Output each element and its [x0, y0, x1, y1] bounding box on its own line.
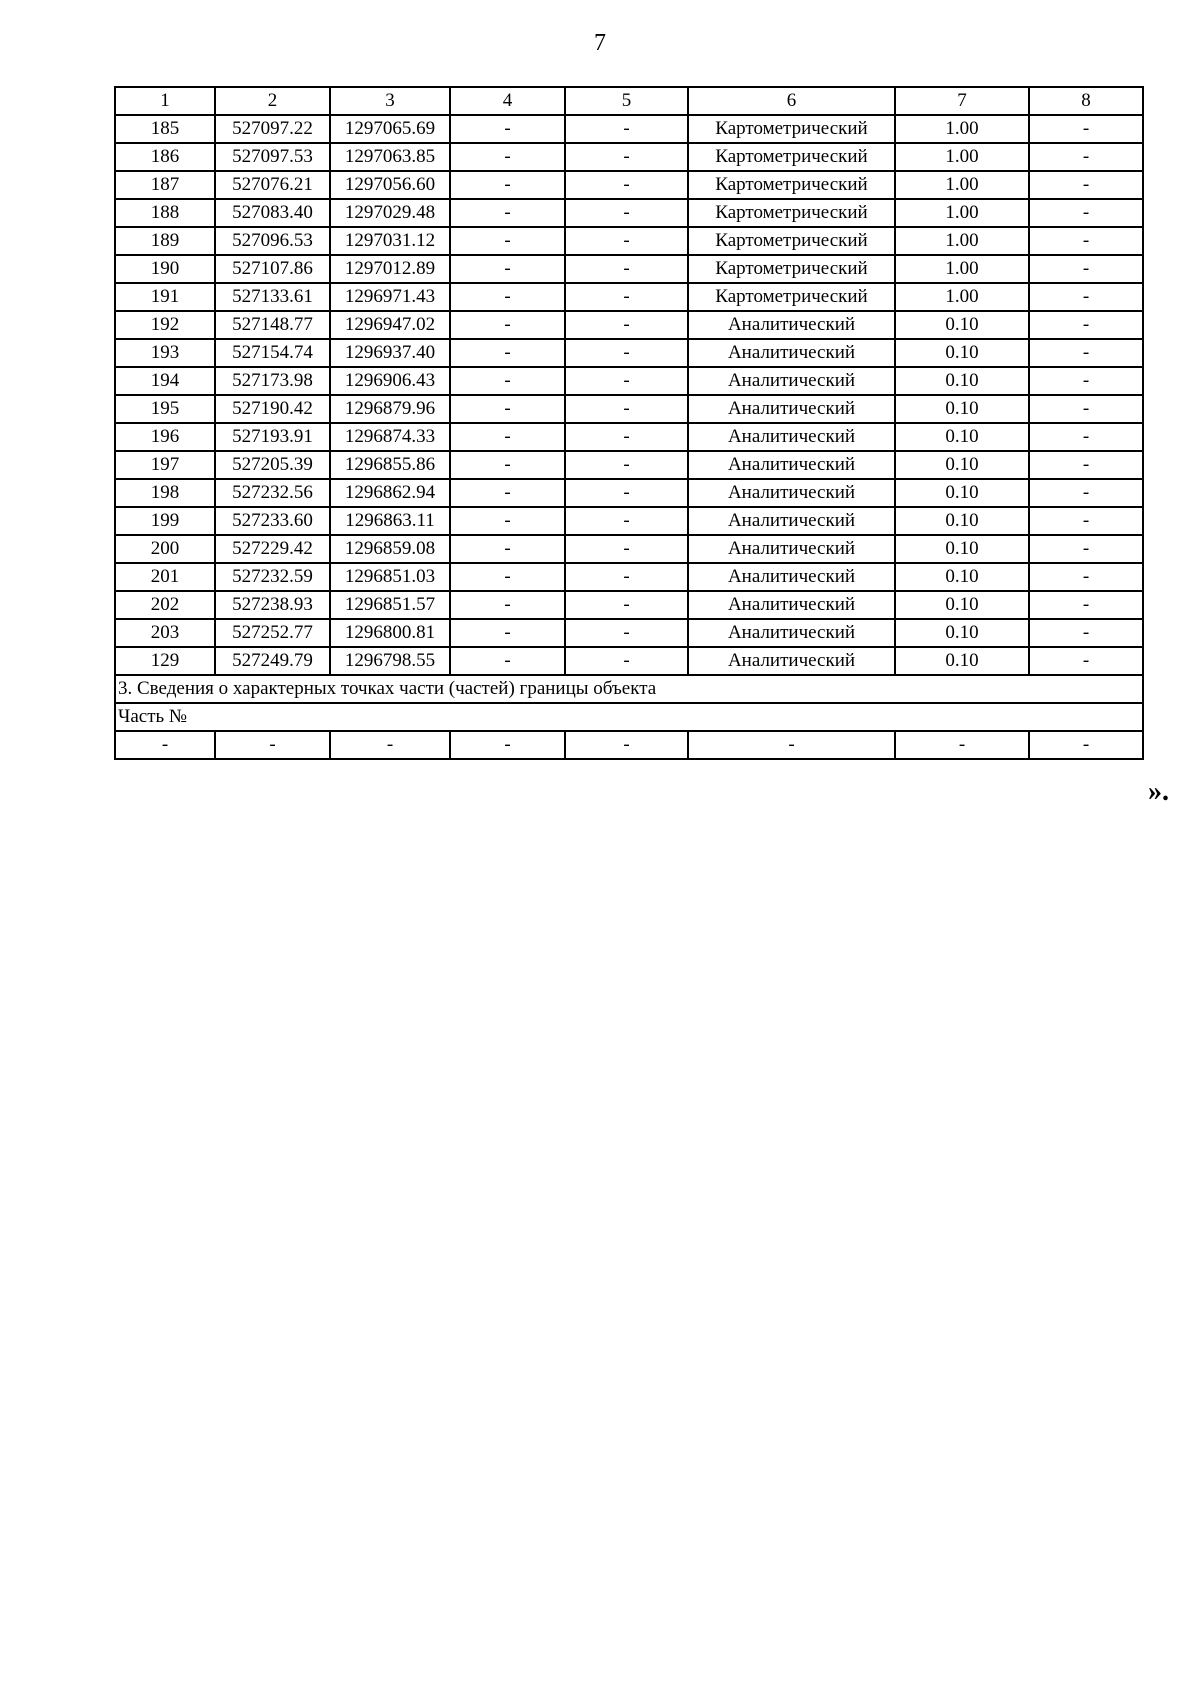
table-cell-col-6: Картометрический: [688, 283, 895, 311]
section3-title: 3. Сведения о характерных точках части (частей) границы объекта: [115, 675, 1143, 703]
table-cell-col-2: 527154.74: [215, 339, 330, 367]
table-cell-col-3: 1296851.57: [330, 591, 450, 619]
table-cell-col-8: -: [1029, 311, 1143, 339]
table-cell-col-5: -: [565, 339, 688, 367]
table-cell-col-7: 1.00: [895, 171, 1029, 199]
header-cell-5: 5: [565, 87, 688, 115]
header-cell-4: 4: [450, 87, 565, 115]
header-cell-6: 6: [688, 87, 895, 115]
table-cell-col-6: Аналитический: [688, 535, 895, 563]
table-cell-col-4: -: [450, 255, 565, 283]
table-row: [115, 563, 1143, 591]
table-cell-col-3: 1296862.94: [330, 479, 450, 507]
table-cell-col-7: 0.10: [895, 451, 1029, 479]
table-cell-col-4: -: [450, 339, 565, 367]
page-number: 7: [594, 30, 606, 56]
table-cell-col-3: 1296906.43: [330, 367, 450, 395]
table-cell-col-1: 199: [115, 507, 215, 535]
table-row: [115, 255, 1143, 283]
table-cell-col-3: 1296798.55: [330, 647, 450, 675]
part-cell-2: -: [215, 731, 330, 759]
table-cell-col-8: -: [1029, 367, 1143, 395]
table-cell-col-5: -: [565, 563, 688, 591]
table-cell-col-8: -: [1029, 171, 1143, 199]
table-cell-col-7: 0.10: [895, 367, 1029, 395]
table-cell-col-8: -: [1029, 591, 1143, 619]
header-cell-7: 7: [895, 87, 1029, 115]
table-cell-col-2: 527133.61: [215, 283, 330, 311]
part-label: Часть №: [115, 703, 1143, 731]
table-cell-col-6: Аналитический: [688, 479, 895, 507]
table-cell-col-3: 1296855.86: [330, 451, 450, 479]
table-cell-col-8: -: [1029, 255, 1143, 283]
table-cell-col-2: 527097.22: [215, 115, 330, 143]
table-row: [115, 507, 1143, 535]
table-cell-col-8: -: [1029, 563, 1143, 591]
table-cell-col-3: 1297031.12: [330, 227, 450, 255]
table-cell-col-8: -: [1029, 339, 1143, 367]
table-cell-col-6: Картометрический: [688, 115, 895, 143]
table-cell-col-6: Картометрический: [688, 255, 895, 283]
table-cell-col-4: -: [450, 535, 565, 563]
table-cell-col-1: 198: [115, 479, 215, 507]
table-cell-col-6: Картометрический: [688, 199, 895, 227]
table-row: [115, 647, 1143, 675]
table-cell-col-6: Аналитический: [688, 311, 895, 339]
table-cell-col-6: Картометрический: [688, 143, 895, 171]
table-cell-col-5: -: [565, 255, 688, 283]
table-cell-col-1: 191: [115, 283, 215, 311]
coordinates-table-container: [114, 86, 1142, 760]
table-cell-col-2: 527193.91: [215, 423, 330, 451]
table-cell-col-5: -: [565, 423, 688, 451]
table-cell-col-2: 527232.56: [215, 479, 330, 507]
table-row: [115, 311, 1143, 339]
table-cell-col-7: 0.10: [895, 647, 1029, 675]
table-row: [115, 115, 1143, 143]
table-cell-col-5: -: [565, 647, 688, 675]
table-cell-col-7: 0.10: [895, 535, 1029, 563]
table-cell-col-7: 0.10: [895, 395, 1029, 423]
table-cell-col-6: Аналитический: [688, 423, 895, 451]
table-cell-col-5: -: [565, 227, 688, 255]
table-row: [115, 535, 1143, 563]
table-cell-col-4: -: [450, 619, 565, 647]
table-cell-col-4: -: [450, 647, 565, 675]
table-cell-col-4: -: [450, 171, 565, 199]
table-cell-col-1: 194: [115, 367, 215, 395]
header-cell-8: 8: [1029, 87, 1143, 115]
table-cell-col-2: 527229.42: [215, 535, 330, 563]
table-cell-col-5: -: [565, 507, 688, 535]
table-cell-col-5: -: [565, 451, 688, 479]
table-row: [115, 199, 1143, 227]
table-cell-col-3: 1297065.69: [330, 115, 450, 143]
table-cell-col-8: -: [1029, 647, 1143, 675]
table-cell-col-4: -: [450, 283, 565, 311]
table-cell-col-6: Аналитический: [688, 563, 895, 591]
table-cell-col-8: -: [1029, 283, 1143, 311]
table-row: [115, 367, 1143, 395]
table-cell-col-1: 200: [115, 535, 215, 563]
table-cell-col-4: -: [450, 227, 565, 255]
table-cell-col-4: -: [450, 451, 565, 479]
table-cell-col-2: 527096.53: [215, 227, 330, 255]
table-cell-col-1: 197: [115, 451, 215, 479]
table-cell-col-4: -: [450, 199, 565, 227]
table-cell-col-2: 527238.93: [215, 591, 330, 619]
table-cell-col-8: -: [1029, 479, 1143, 507]
table-cell-col-4: -: [450, 563, 565, 591]
table-cell-col-3: 1296874.33: [330, 423, 450, 451]
table-cell-col-3: 1297056.60: [330, 171, 450, 199]
part-cell-4: -: [450, 731, 565, 759]
table-row: [115, 619, 1143, 647]
part-label-row: [115, 703, 1143, 731]
table-cell-col-8: -: [1029, 619, 1143, 647]
table-cell-col-7: 0.10: [895, 563, 1029, 591]
table-cell-col-1: 201: [115, 563, 215, 591]
table-row: [115, 591, 1143, 619]
table-cell-col-2: 527190.42: [215, 395, 330, 423]
table-cell-col-5: -: [565, 591, 688, 619]
part-cell-7: -: [895, 731, 1029, 759]
table-cell-col-7: 1.00: [895, 255, 1029, 283]
part-cell-3: -: [330, 731, 450, 759]
table-cell-col-8: -: [1029, 143, 1143, 171]
table-row: [115, 479, 1143, 507]
table-cell-col-6: Аналитический: [688, 339, 895, 367]
table-cell-col-5: -: [565, 619, 688, 647]
table-cell-col-1: 129: [115, 647, 215, 675]
table-cell-col-1: 185: [115, 115, 215, 143]
table-cell-col-6: Аналитический: [688, 451, 895, 479]
table-cell-col-7: 1.00: [895, 283, 1029, 311]
table-cell-col-5: -: [565, 479, 688, 507]
table-cell-col-3: 1296947.02: [330, 311, 450, 339]
table-cell-col-6: Аналитический: [688, 395, 895, 423]
table-cell-col-4: -: [450, 591, 565, 619]
table-cell-col-5: -: [565, 535, 688, 563]
part-data-row: [115, 731, 1143, 759]
table-cell-col-7: 1.00: [895, 115, 1029, 143]
table-row: [115, 451, 1143, 479]
table-cell-col-3: 1296937.40: [330, 339, 450, 367]
table-cell-col-8: -: [1029, 535, 1143, 563]
table-row: [115, 395, 1143, 423]
section3-title-row: [115, 675, 1143, 703]
table-cell-col-3: 1296800.81: [330, 619, 450, 647]
table-cell-col-8: -: [1029, 115, 1143, 143]
table-cell-col-5: -: [565, 115, 688, 143]
table-cell-col-1: 192: [115, 311, 215, 339]
table-cell-col-7: 1.00: [895, 227, 1029, 255]
table-cell-col-1: 188: [115, 199, 215, 227]
table-cell-col-7: 0.10: [895, 311, 1029, 339]
table-cell-col-3: 1296879.96: [330, 395, 450, 423]
table-cell-col-7: 0.10: [895, 339, 1029, 367]
table-cell-col-1: 189: [115, 227, 215, 255]
table-cell-col-6: Картометрический: [688, 171, 895, 199]
table-cell-col-3: 1297012.89: [330, 255, 450, 283]
table-row: [115, 227, 1143, 255]
section3-body: [115, 675, 1143, 759]
part-cell-6: -: [688, 731, 895, 759]
part-cell-1: -: [115, 731, 215, 759]
table-cell-col-2: 527205.39: [215, 451, 330, 479]
table-cell-col-7: 0.10: [895, 507, 1029, 535]
table-cell-col-5: -: [565, 367, 688, 395]
table-row: [115, 283, 1143, 311]
table-cell-col-2: 527083.40: [215, 199, 330, 227]
table-cell-col-1: 190: [115, 255, 215, 283]
table-cell-col-3: 1297029.48: [330, 199, 450, 227]
table-cell-col-6: Аналитический: [688, 647, 895, 675]
table-cell-col-7: 0.10: [895, 591, 1029, 619]
table-cell-col-2: 527076.21: [215, 171, 330, 199]
table-cell-col-7: 0.10: [895, 619, 1029, 647]
table-cell-col-7: 1.00: [895, 143, 1029, 171]
part-cell-8: -: [1029, 731, 1143, 759]
coordinates-table: [114, 86, 1144, 760]
table-header-row: [115, 87, 1143, 115]
table-cell-col-7: 1.00: [895, 199, 1029, 227]
header-cell-2: 2: [215, 87, 330, 115]
table-cell-col-6: Аналитический: [688, 507, 895, 535]
table-cell-col-5: -: [565, 199, 688, 227]
table-cell-col-4: -: [450, 423, 565, 451]
table-cell-col-6: Аналитический: [688, 367, 895, 395]
table-cell-col-1: 195: [115, 395, 215, 423]
table-cell-col-1: 193: [115, 339, 215, 367]
table-cell-col-4: -: [450, 479, 565, 507]
table-cell-col-1: 196: [115, 423, 215, 451]
table-cell-col-5: -: [565, 311, 688, 339]
table-cell-col-3: 1296971.43: [330, 283, 450, 311]
table-cell-col-2: 527097.53: [215, 143, 330, 171]
header-cell-3: 3: [330, 87, 450, 115]
table-cell-col-2: 527252.77: [215, 619, 330, 647]
table-cell-col-7: 0.10: [895, 423, 1029, 451]
coordinates-table-body: [115, 87, 1143, 675]
table-cell-col-1: 187: [115, 171, 215, 199]
table-cell-col-5: -: [565, 143, 688, 171]
table-cell-col-7: 0.10: [895, 479, 1029, 507]
table-cell-col-6: Аналитический: [688, 591, 895, 619]
table-cell-col-4: -: [450, 395, 565, 423]
table-cell-col-2: 527148.77: [215, 311, 330, 339]
table-cell-col-6: Аналитический: [688, 619, 895, 647]
table-cell-col-5: -: [565, 395, 688, 423]
table-cell-col-2: 527249.79: [215, 647, 330, 675]
table-cell-col-8: -: [1029, 199, 1143, 227]
table-cell-col-3: 1296851.03: [330, 563, 450, 591]
table-cell-col-2: 527107.86: [215, 255, 330, 283]
table-cell-col-3: 1296863.11: [330, 507, 450, 535]
table-cell-col-1: 202: [115, 591, 215, 619]
table-cell-col-2: 527173.98: [215, 367, 330, 395]
table-row: [115, 143, 1143, 171]
table-cell-col-8: -: [1029, 423, 1143, 451]
table-cell-col-1: 203: [115, 619, 215, 647]
header-cell-1: 1: [115, 87, 215, 115]
table-cell-col-8: -: [1029, 227, 1143, 255]
table-cell-col-5: -: [565, 171, 688, 199]
table-row: [115, 339, 1143, 367]
table-cell-col-4: -: [450, 507, 565, 535]
table-cell-col-4: -: [450, 367, 565, 395]
table-cell-col-3: 1296859.08: [330, 535, 450, 563]
table-cell-col-3: 1297063.85: [330, 143, 450, 171]
table-cell-col-8: -: [1029, 451, 1143, 479]
table-cell-col-2: 527233.60: [215, 507, 330, 535]
part-cell-5: -: [565, 731, 688, 759]
table-row: [115, 171, 1143, 199]
closing-quote-mark: ».: [1148, 776, 1169, 807]
table-cell-col-4: -: [450, 143, 565, 171]
table-row: [115, 423, 1143, 451]
table-cell-col-2: 527232.59: [215, 563, 330, 591]
table-cell-col-1: 186: [115, 143, 215, 171]
table-cell-col-4: -: [450, 311, 565, 339]
table-cell-col-5: -: [565, 283, 688, 311]
table-cell-col-8: -: [1029, 507, 1143, 535]
table-cell-col-8: -: [1029, 395, 1143, 423]
table-cell-col-4: -: [450, 115, 565, 143]
table-cell-col-6: Картометрический: [688, 227, 895, 255]
